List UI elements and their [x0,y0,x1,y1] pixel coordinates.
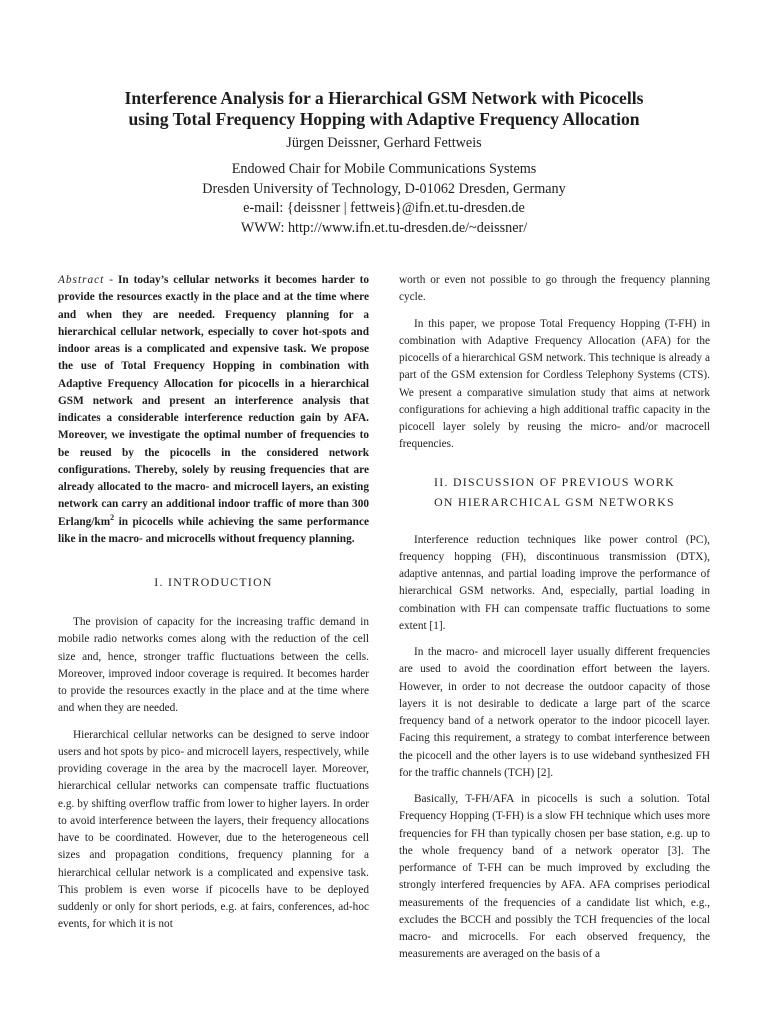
right-column [399,272,710,964]
abstract [58,272,369,548]
abstract-label: Abstract [58,274,105,286]
paper-title [0,88,768,130]
abstract-dash: - [104,274,118,286]
section-heading-line-1: II. DISCUSSION OF PREVIOUS WORK [434,474,675,489]
affiliation-chair: Endowed Chair for Mobile Communications Systems [231,161,537,177]
affiliation-www: WWW: http://www.ifn.et.tu-dresden.de/~deissner/ [240,219,528,236]
affiliation-university: Dresden University of Technology, D-01062 Dresden, Germany [202,180,566,197]
left-column [58,272,369,934]
section-heading-line-2: ON HIERARCHICAL GSM NETWORKS [434,494,675,509]
section-paragraph: Basically, T-FH/AFA in picocells is such a solution. Total Frequency Hopping (T-FH) is a slow FH technique which uses more frequencies for FH than typically chosen per base station, e.g. up to the whole frequency band of a network operator [3]. The performance of T-FH can be much improved by excluding the strongly interfered frequencies by AFA. AFA comprises periodical measurements of the frequencies of a candidate list which, e.g., excludes the BCCH and possibly the TCH frequencies of the local macro- and microcells. For each observed frequency, the measurements are averaged on the basis of a [399,793,710,961]
section-heading-introduction: I. INTRODUCTION [154,575,273,589]
intro-paragraph: In this paper, we propose Total Frequency Hopping (T-FH) in combination with Adaptive Frequency Allocation (AFA) for the picocells of a hierarchical GSM network. This technique is already a part of the GSM extension for Cordless Telephony Systems (CTS). We present a comparative simulation study that aims at network configurations for achieving a high additional traffic capacity in the picocell layer solely by reusing the micro- and/or macrocell frequencies. [399,317,710,451]
abstract-superscript: 2 [110,512,115,522]
intro-paragraph: The provision of capacity for the increasing traffic demand in mobile radio networks comes along with the reduction of the cell size and, hence, stronger traffic fluctuations between the cells. Moreover, improved indoor coverage is required. It becomes harder to provide the resources exactly in the place and at the time where and when they are needed. [58,616,369,715]
abstract-text: In today’s cellular networks it becomes harder to provide the resources exactly in the place and at the time where and when they are needed. Frequency planning for a hierarchical cellular network, especially to cover hot-spots and indoor areas is a complicated and expensive task. We propose the use of Total Frequency Hopping in combination with Adaptive Frequency Allocation for picocells in a hierarchical GSM network and present an interference analysis that indicates a considerable interference reduction gain by AFA. Moreover, we investigate the optimal number of frequencies to be reused by the picocells in the considered network configurations. Thereby, solely by reusing frequencies that are already allocated to the macro- and microcell layers, an existing network can carry an additional indoor traffic of more than 300 Erlang/km [58,274,369,528]
section-paragraph: In the macro- and microcell layer usually different frequencies are used to avoid the coordination effort between the layers. However, in order to not decrease the outdoor capacity of those layers it is not desirable to dedicate a large part of the scarce frequency band of a network operator to the indoor picocell layer. Facing this requirement, a strategy to combat interference between the picocell and the other layers is to use wideband synthesized FH for the traffic channels (TCH) [2]. [399,646,710,779]
affiliation-email: e-mail: {deissner | fettweis}@ifn.et.tu-dresden.de [243,200,525,216]
section-heading-previous-work [399,472,710,512]
intro-paragraph: Hierarchical cellular networks can be designed to serve indoor users and hot spots by pico- and microcell layers, respectively, while providing coverage in the area by the macrocell layer. Moreover, hierarchical cellular networks can compensate traffic fluctuations e.g. by shifting overflow traffic from lower to higher layers. In order to avoid interference between the layers, their frequency allocations have to be coordinated. However, due to the heterogeneous cell sizes and propagation conditions, frequency planning for a hierarchical cellular network is a complicated and expensive task. This problem is even worse if picocells have to be deployed suddenly or only for short periods, e.g. at fairs, conferences, ad-hoc events, for which it is not [58,728,369,931]
affiliation-block [0,160,768,238]
title-line-1: Interference Analysis for a Hierarchical GSM Network with Picocells [124,88,644,108]
title-line-2: using Total Frequency Hopping with Adaptive Frequency Allocation [128,109,640,129]
intro-paragraph-continued: worth or even not possible to go through the frequency planning cycle. [399,274,710,304]
section-paragraph: Interference reduction techniques like power control (PC), frequency hopping (FH), discontinuous transmission (DTX), adaptive antennas, and partial loading improve the performance of hierarchical GSM networks. And, especially, partial loading in combination with FH can compensate traffic fluctuations to some extent [1]. [399,533,710,632]
abstract-text-end: in picocells while achieving the same performance like in the macro- and microcells without frequency planning. [58,515,369,545]
author-list: Jürgen Deissner, Gerhard Fettweis [286,135,482,151]
